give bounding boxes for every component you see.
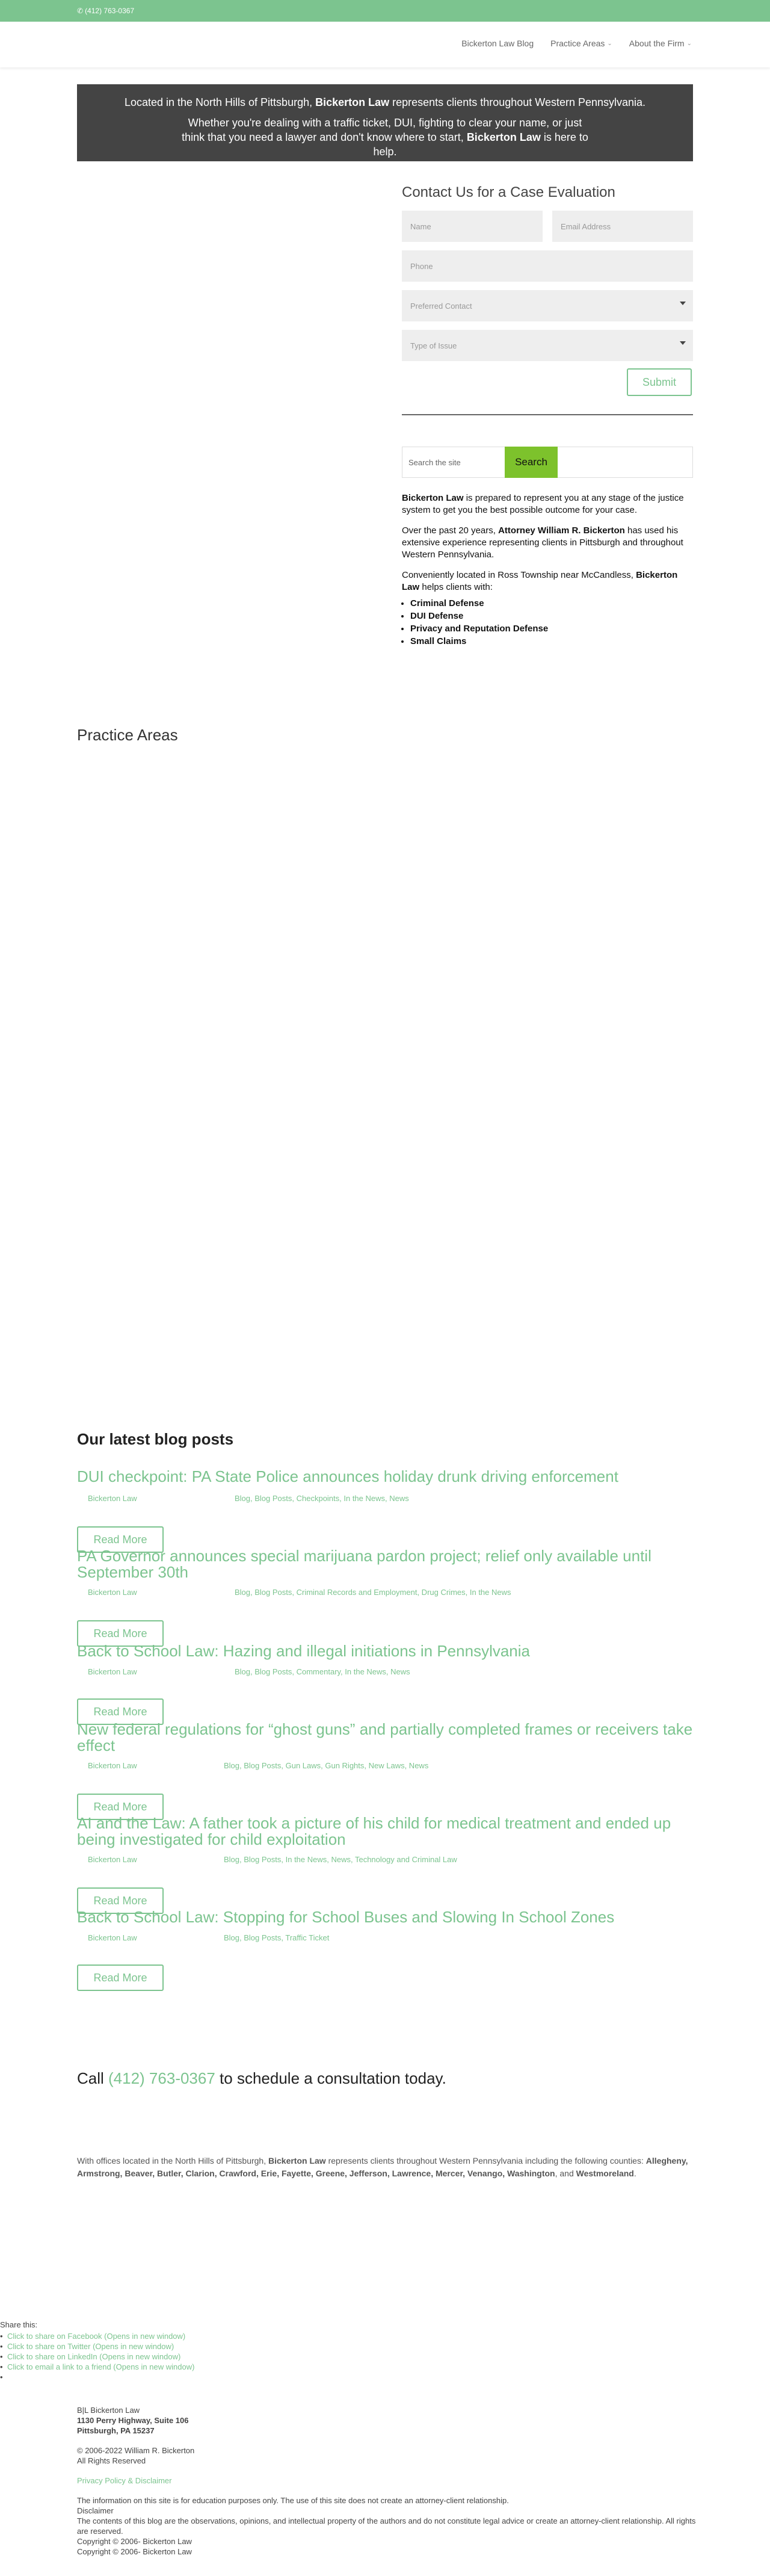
intro-banner <box>77 84 693 161</box>
post-title-5[interactable]: AI and the Law: A father took a picture of his child for medical treatment and ended up being investigated for child exploitation <box>77 1814 671 1848</box>
read-more-button[interactable]: Read More <box>77 1620 164 1647</box>
post-title-2[interactable]: PA Governor announces special marijuana pardon project; relief only available until September 30th <box>77 1547 651 1581</box>
about-text: helps clients with: <box>419 582 493 592</box>
post-author[interactable]: Bickerton Law <box>88 1494 137 1503</box>
read-more-button[interactable]: Read More <box>77 1698 164 1725</box>
post-categories[interactable]: Blog, Blog Posts, Commentary, In the News, News <box>235 1667 410 1676</box>
footer-gap <box>77 2486 697 2495</box>
name-placeholder: Name <box>410 221 431 231</box>
banner-firm-name: Bickerton Law <box>315 96 390 108</box>
offices-text: , and <box>555 2169 576 2178</box>
service-item: • Small Claims <box>410 635 697 648</box>
phone-field[interactable] <box>402 250 693 282</box>
footer-address-1: 1130 Perry Highway, Suite 106 <box>77 2416 189 2425</box>
main-nav <box>461 39 692 48</box>
share-list <box>0 2331 194 2372</box>
preferred-contact-value: Preferred Contact <box>410 301 472 311</box>
about-section <box>402 492 697 648</box>
search-form <box>402 447 693 478</box>
footer-copyright: © 2006-2022 William R. Bickerton <box>77 2446 195 2455</box>
section-divider <box>402 414 693 415</box>
post-author[interactable]: Bickerton Law <box>88 1933 137 1942</box>
search-button[interactable]: Search <box>505 447 558 478</box>
post-title-3[interactable]: Back to School Law: Hazing and illegal initiations in Pennsylvania <box>77 1642 530 1660</box>
about-text: Conveniently located in Ross Township near McCandless, <box>402 570 636 580</box>
issue-type-value: Type of Issue <box>410 341 457 350</box>
read-more-button[interactable]: Read More <box>77 1887 164 1914</box>
banner-firm-name: Bickerton Law <box>466 131 541 143</box>
footer-gap <box>77 2466 697 2475</box>
post-title-6[interactable]: Back to School Law: Stopping for School Buses and Slowing In School Zones <box>77 1908 615 1926</box>
search-input[interactable]: Search the site <box>408 458 461 467</box>
read-more-button[interactable]: Read More <box>77 1794 164 1820</box>
phone-placeholder: Phone <box>410 261 433 271</box>
post-categories[interactable]: Blog, Blog Posts, In the News, News, Technology and Criminal Law <box>224 1855 457 1864</box>
name-field[interactable] <box>402 211 543 242</box>
firm-name: Bickerton Law <box>268 2156 326 2166</box>
about-text: has used his extensive experience representing clients in Pittsburgh and throughout Western Pennsylvania. <box>402 525 683 560</box>
banner-line-2 <box>77 116 693 159</box>
post-categories[interactable]: Blog, Blog Posts, Gun Laws, Gun Rights, New Laws, News <box>224 1761 429 1770</box>
submit-button[interactable]: Submit <box>627 368 692 396</box>
nav-item-label: Bickerton Law Blog <box>461 39 534 48</box>
footer-copyright-3: Copyright © 2006- Bickerton Law <box>77 2547 192 2556</box>
share-twitter-link[interactable]: • Click to share on Twitter (Opens in new window) <box>0 2341 194 2352</box>
footer-firm: B|L Bickerton Law <box>77 2406 140 2415</box>
preferred-contact-select[interactable] <box>402 290 693 321</box>
share-email-link[interactable]: • Click to email a link to a friend (Opens in new window) <box>0 2362 194 2372</box>
site-footer <box>77 2405 697 2557</box>
post-categories[interactable]: Blog, Blog Posts, Checkpoints, In the News, News <box>235 1494 409 1503</box>
about-paragraph <box>402 525 697 561</box>
nav-item-blog[interactable] <box>461 39 534 48</box>
firm-name: Bickerton Law <box>402 570 678 592</box>
contact-form-title: Contact Us for a Case Evaluation <box>402 184 615 200</box>
post-categories[interactable]: Blog, Blog Posts, Criminal Records and Employment, Drug Crimes, In the News <box>235 1588 511 1597</box>
post-title-4[interactable]: New federal regulations for “ghost guns” and partially completed frames or receivers take effect <box>77 1720 693 1754</box>
blog-heading: Our latest blog posts <box>77 1430 234 1448</box>
call-to-action <box>77 2069 446 2088</box>
footer-education-note: The information on this site is for education purposes only. The use of this site does not create an attorney-client relationship. <box>77 2496 509 2505</box>
privacy-policy-link[interactable]: Privacy Policy & Disclaimer <box>77 2476 172 2485</box>
share-section <box>0 2320 194 2372</box>
banner-text: Whether you're dealing with a traffic ticket, DUI, fighting to clear your name, or just think that you need a lawyer and don't know where to start, <box>182 117 582 143</box>
service-item: • Privacy and Reputation Defense <box>410 622 697 635</box>
county-list: Allegheny, Armstrong, Beaver, Butler, Clarion, Crawford, Erie, Fayette, Greene, Jefferson, Lawrence, Mercer, Venango, Washington <box>77 2156 688 2178</box>
share-linkedin-link[interactable]: • Click to share on LinkedIn (Opens in new window) <box>0 2352 194 2362</box>
post-author[interactable]: Bickerton Law <box>88 1667 137 1676</box>
caret-down-icon <box>680 341 686 345</box>
cta-text: to schedule a consultation today. <box>215 2069 446 2087</box>
about-paragraph <box>402 569 697 593</box>
nav-item-label: Practice Areas <box>550 39 605 48</box>
top-bar <box>0 0 770 22</box>
firm-name: Bickerton Law <box>402 493 464 503</box>
topbar-phone-number: (412) 763-0367 <box>85 7 135 15</box>
offices-text: With offices located in the North Hills of Pittsburgh, <box>77 2156 268 2166</box>
email-field[interactable] <box>552 211 693 242</box>
cta-text: Call <box>77 2069 109 2087</box>
footer-gap <box>77 2436 697 2445</box>
footer-disclaimer-title: Disclaimer <box>77 2506 114 2515</box>
banner-text: represents clients throughout Western Pennsylvania. <box>389 96 646 108</box>
footer-rights: All Rights Reserved <box>77 2456 146 2465</box>
nav-item-practice-areas[interactable] <box>550 39 612 48</box>
banner-text: is here to help. <box>373 131 588 158</box>
share-label: Share this: <box>0 2320 38 2329</box>
post-categories[interactable]: Blog, Blog Posts, Traffic Ticket <box>224 1933 330 1942</box>
banner-line-1 <box>77 95 693 110</box>
chevron-down-icon: ⌄ <box>607 40 612 47</box>
nav-item-about[interactable] <box>629 39 692 48</box>
share-facebook-link[interactable]: • Click to share on Facebook (Opens in new window) <box>0 2331 194 2341</box>
practice-areas-title: Practice Areas <box>77 726 178 744</box>
site-header <box>0 22 770 67</box>
service-item: • DUI Defense <box>410 610 697 622</box>
post-author[interactable]: Bickerton Law <box>88 1761 137 1770</box>
offices-paragraph <box>77 2155 697 2180</box>
about-paragraph <box>402 492 697 516</box>
services-list <box>410 597 697 648</box>
banner-text: Located in the North Hills of Pittsburgh, <box>124 96 316 108</box>
cta-phone-link[interactable]: (412) 763-0367 <box>108 2069 215 2087</box>
about-text: is prepared to represent you at any stage of the justice system to get you the best possible outcome for your case. <box>402 493 684 515</box>
footer-disclaimer-text: The contents of this blog are the observations, opinions, and intellectual property of the authors and do not constitute legal advice or create an attorney-client relationship. All rights are reserved. <box>77 2516 696 2536</box>
nav-item-label: About the Firm <box>629 39 685 48</box>
about-text: Over the past 20 years, <box>402 525 499 536</box>
issue-type-select[interactable] <box>402 330 693 361</box>
county-last: Westmoreland <box>576 2169 634 2178</box>
attorney-name: Attorney William R. Bickerton <box>498 525 625 536</box>
read-more-button[interactable]: Read More <box>77 1526 164 1553</box>
post-author[interactable]: Bickerton Law <box>88 1588 137 1597</box>
caret-down-icon <box>680 302 686 305</box>
topbar-phone[interactable] <box>77 7 134 15</box>
service-item: • Criminal Defense <box>410 597 697 610</box>
offices-text: . <box>633 2169 636 2178</box>
post-author[interactable]: Bickerton Law <box>88 1855 137 1864</box>
footer-copyright-2: Copyright © 2006- Bickerton Law <box>77 2537 192 2546</box>
email-placeholder: Email Address <box>561 221 611 231</box>
phone-icon: ✆ <box>77 7 84 15</box>
offices-text: represents clients throughout Western Pennsylvania including the following counties: <box>325 2156 646 2166</box>
footer-address-2: Pittsburgh, PA 15237 <box>77 2426 155 2435</box>
read-more-button[interactable]: Read More <box>77 1965 164 1991</box>
chevron-down-icon: ⌄ <box>686 40 692 47</box>
post-title-1[interactable]: DUI checkpoint: PA State Police announces holiday drunk driving enforcement <box>77 1467 618 1485</box>
